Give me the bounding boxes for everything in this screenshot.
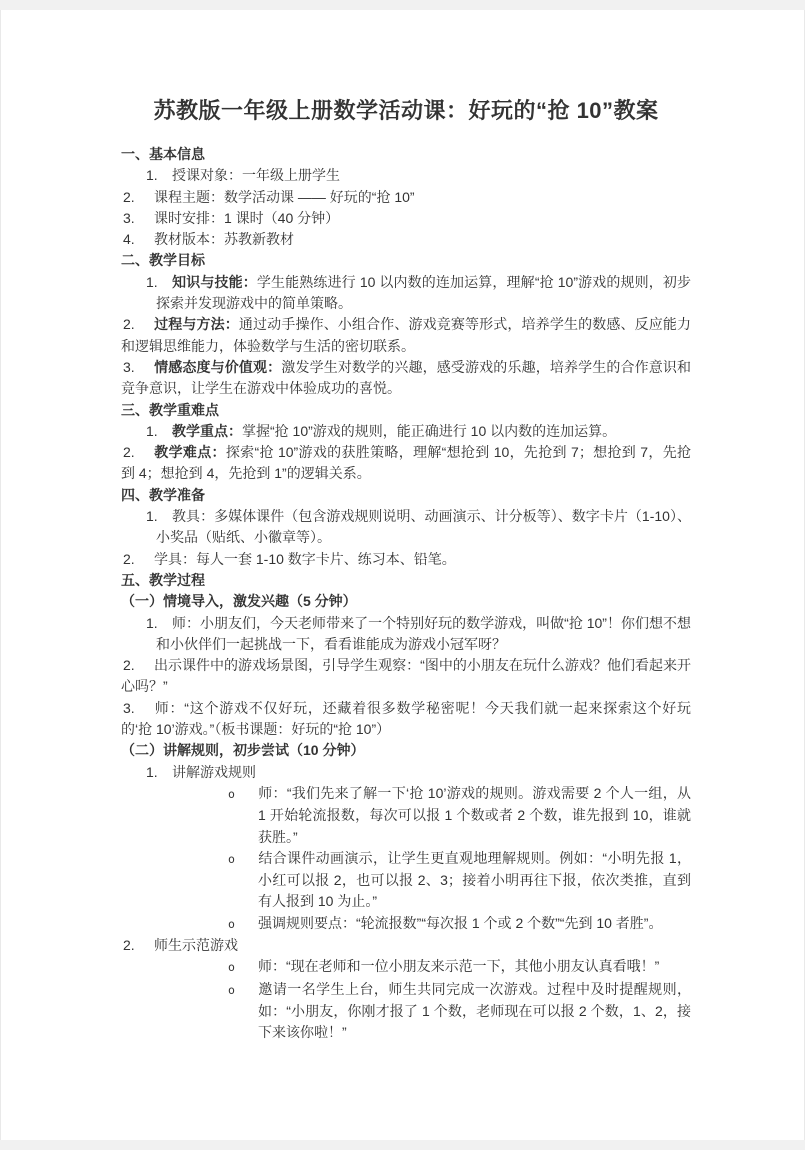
bullet-item	[121, 956, 691, 978]
list-item	[121, 187, 691, 208]
list-item-text: 出示课件中的游戏场景图，引导学生观察：“图中的小朋友在玩什么游戏？他们看起来开心吗？”	[121, 657, 691, 695]
document-page	[0, 10, 805, 1140]
bullet-item	[121, 783, 691, 848]
bullet-marker: o	[228, 851, 235, 866]
bold-term: 知识与技能：	[172, 273, 257, 290]
list-item	[121, 421, 691, 442]
list-item-text: 讲解游戏规则	[172, 763, 256, 780]
bold-term: 过程与方法：	[154, 316, 239, 333]
item-number: 1.	[146, 763, 158, 780]
bullet-item-text: 结合课件动画演示，让学生更直观地理解规则。例如：“小明先报 1，小红可以报 2，也可以报 2、3；接着小明再往下报，依次类推，直到有人报到 10 为止。”	[258, 849, 691, 910]
list-item	[121, 655, 691, 698]
list-item	[121, 165, 691, 186]
list-item	[121, 229, 691, 250]
section-heading: 三、教学重难点	[121, 401, 219, 418]
bullet-item-text: 师：“现在老师和一位小朋友来示范一下，其他小朋友认真看哦！”	[258, 958, 660, 975]
section-heading: 四、教学准备	[121, 486, 205, 503]
list-item-text: 授课对象：一年级上册学生	[172, 167, 340, 184]
bullet-marker: o	[228, 982, 235, 997]
bullet-item-text: 邀请一名学生上台，师生共同完成一次游戏。过程中及时提醒规则，如：“小朋友，你刚才报了 1 个数，老师现在可以报 2 个数，1、2，接下来该你啦！”	[258, 980, 691, 1041]
list-item-text: 激发学生对数学的兴趣，感受游戏的乐趣，培养学生的合作意识和竞争意识，让学生在游戏中体验成功的喜悦。	[121, 358, 692, 397]
list-item-text: 学具：每人一套 1-10 数字卡片、练习本、铅笔。	[154, 550, 456, 567]
list-item-text: 课程主题：数学活动课 —— 好玩的“抢 10”	[154, 188, 415, 205]
bullet-item-text: 强调规则要点：“轮流报数”“每次报 1 个或 2 个数”“先到 10 者胜”。	[258, 914, 663, 931]
bullet-marker: o	[228, 916, 235, 931]
bullet-item-text: 师：“我们先来了解一下‘抢 10’游戏的规则。游戏需要 2 个人一组，从 1 开始轮流报数，每次可以报 1 个数或者 2 个数，谁先报到 10，谁就获胜。”	[258, 784, 691, 845]
item-number: 2.	[123, 188, 135, 205]
bullet-item	[121, 913, 691, 935]
item-number: 2.	[123, 936, 135, 953]
list-item-text: 师：“这个游戏不仅好玩，还藏着很多数学秘密呢！今天我们就一起来探索这个好玩的‘抢 10’游戏。”（板书课题：好玩的“抢 10”）	[121, 699, 691, 738]
item-number: 1.	[146, 167, 158, 184]
list-item-text: 师：小朋友们，今天老师带来了一个特别好玩的数学游戏，叫做“抢 10”！你们想不想和小伙伴们一起挑战一下，看看谁能成为游戏小冠军呀？	[156, 614, 691, 652]
bold-term: 教学重点：	[172, 422, 242, 439]
bullet-item	[121, 848, 691, 913]
list-item-text: 探索“抢 10”游戏的获胜策略，理解“想抢到 10，先抢到 7；想抢到 7，先抢到 4；想抢到 4，先抢到 1”的逻辑关系。	[121, 444, 692, 482]
item-number: 4.	[123, 231, 135, 248]
list-item	[121, 357, 691, 400]
item-number: 2.	[123, 657, 135, 674]
list-item	[121, 272, 691, 315]
item-number: 1.	[146, 273, 158, 290]
list-item-text: 师生示范游戏	[154, 936, 238, 953]
list-item	[121, 314, 691, 357]
bold-term: 教学难点：	[154, 444, 226, 461]
item-number: 1.	[146, 508, 158, 525]
item-number: 3.	[123, 699, 135, 716]
item-number: 1.	[146, 614, 158, 631]
list-item	[121, 935, 691, 956]
list-item	[121, 762, 691, 783]
step-heading: （二）讲解规则，初步尝试（10 分钟）	[121, 742, 365, 759]
list-item	[121, 613, 691, 656]
bullet-marker: o	[228, 786, 235, 801]
document-title: 苏教版一年级上册数学活动课：好玩的“抢 10”教案	[153, 98, 659, 123]
list-item-text: 教具：多媒体课件（包含游戏规则说明、动画演示、计分板等）、数字卡片（1-10）、小奖品（贴纸、小徽章等）。	[156, 508, 691, 546]
list-item	[121, 442, 691, 485]
step-heading: （一）情境导入，激发兴趣（5 分钟）	[121, 593, 357, 610]
list-item-text: 教材版本：苏教新教材	[154, 231, 294, 248]
item-number: 3.	[123, 358, 135, 375]
list-item	[121, 208, 691, 229]
bullet-marker: o	[228, 960, 235, 975]
list-item-text: 学生能熟练进行 10 以内数的连加运算，理解“抢 10”游戏的规则，初步探索并发现游戏中的简单策略。	[156, 273, 692, 312]
item-number: 2.	[123, 316, 135, 333]
list-item	[121, 506, 691, 549]
section-heading: 一、基本信息	[121, 146, 205, 162]
list-item-text: 掌握“抢 10”游戏的规则，能正确进行 10 以内数的连加运算。	[242, 422, 617, 439]
item-number: 1.	[146, 422, 158, 439]
list-item-text: 通过动手操作、小组合作、游戏竞赛等形式，培养学生的数感、反应能力和逻辑思维能力，体验数学与生活的密切联系。	[121, 316, 691, 354]
bullet-item	[121, 979, 691, 1044]
bold-term: 情感态度与价值观：	[154, 358, 282, 375]
list-item-text: 课时安排：1 课时（40 分钟）	[154, 209, 340, 226]
item-number: 3.	[123, 209, 135, 226]
item-number: 2.	[123, 444, 135, 461]
section-heading: 二、教学目标	[121, 252, 205, 269]
item-number: 2.	[123, 550, 135, 567]
list-item	[121, 549, 691, 570]
section-heading: 五、教学过程	[121, 571, 205, 588]
list-item	[121, 698, 691, 741]
